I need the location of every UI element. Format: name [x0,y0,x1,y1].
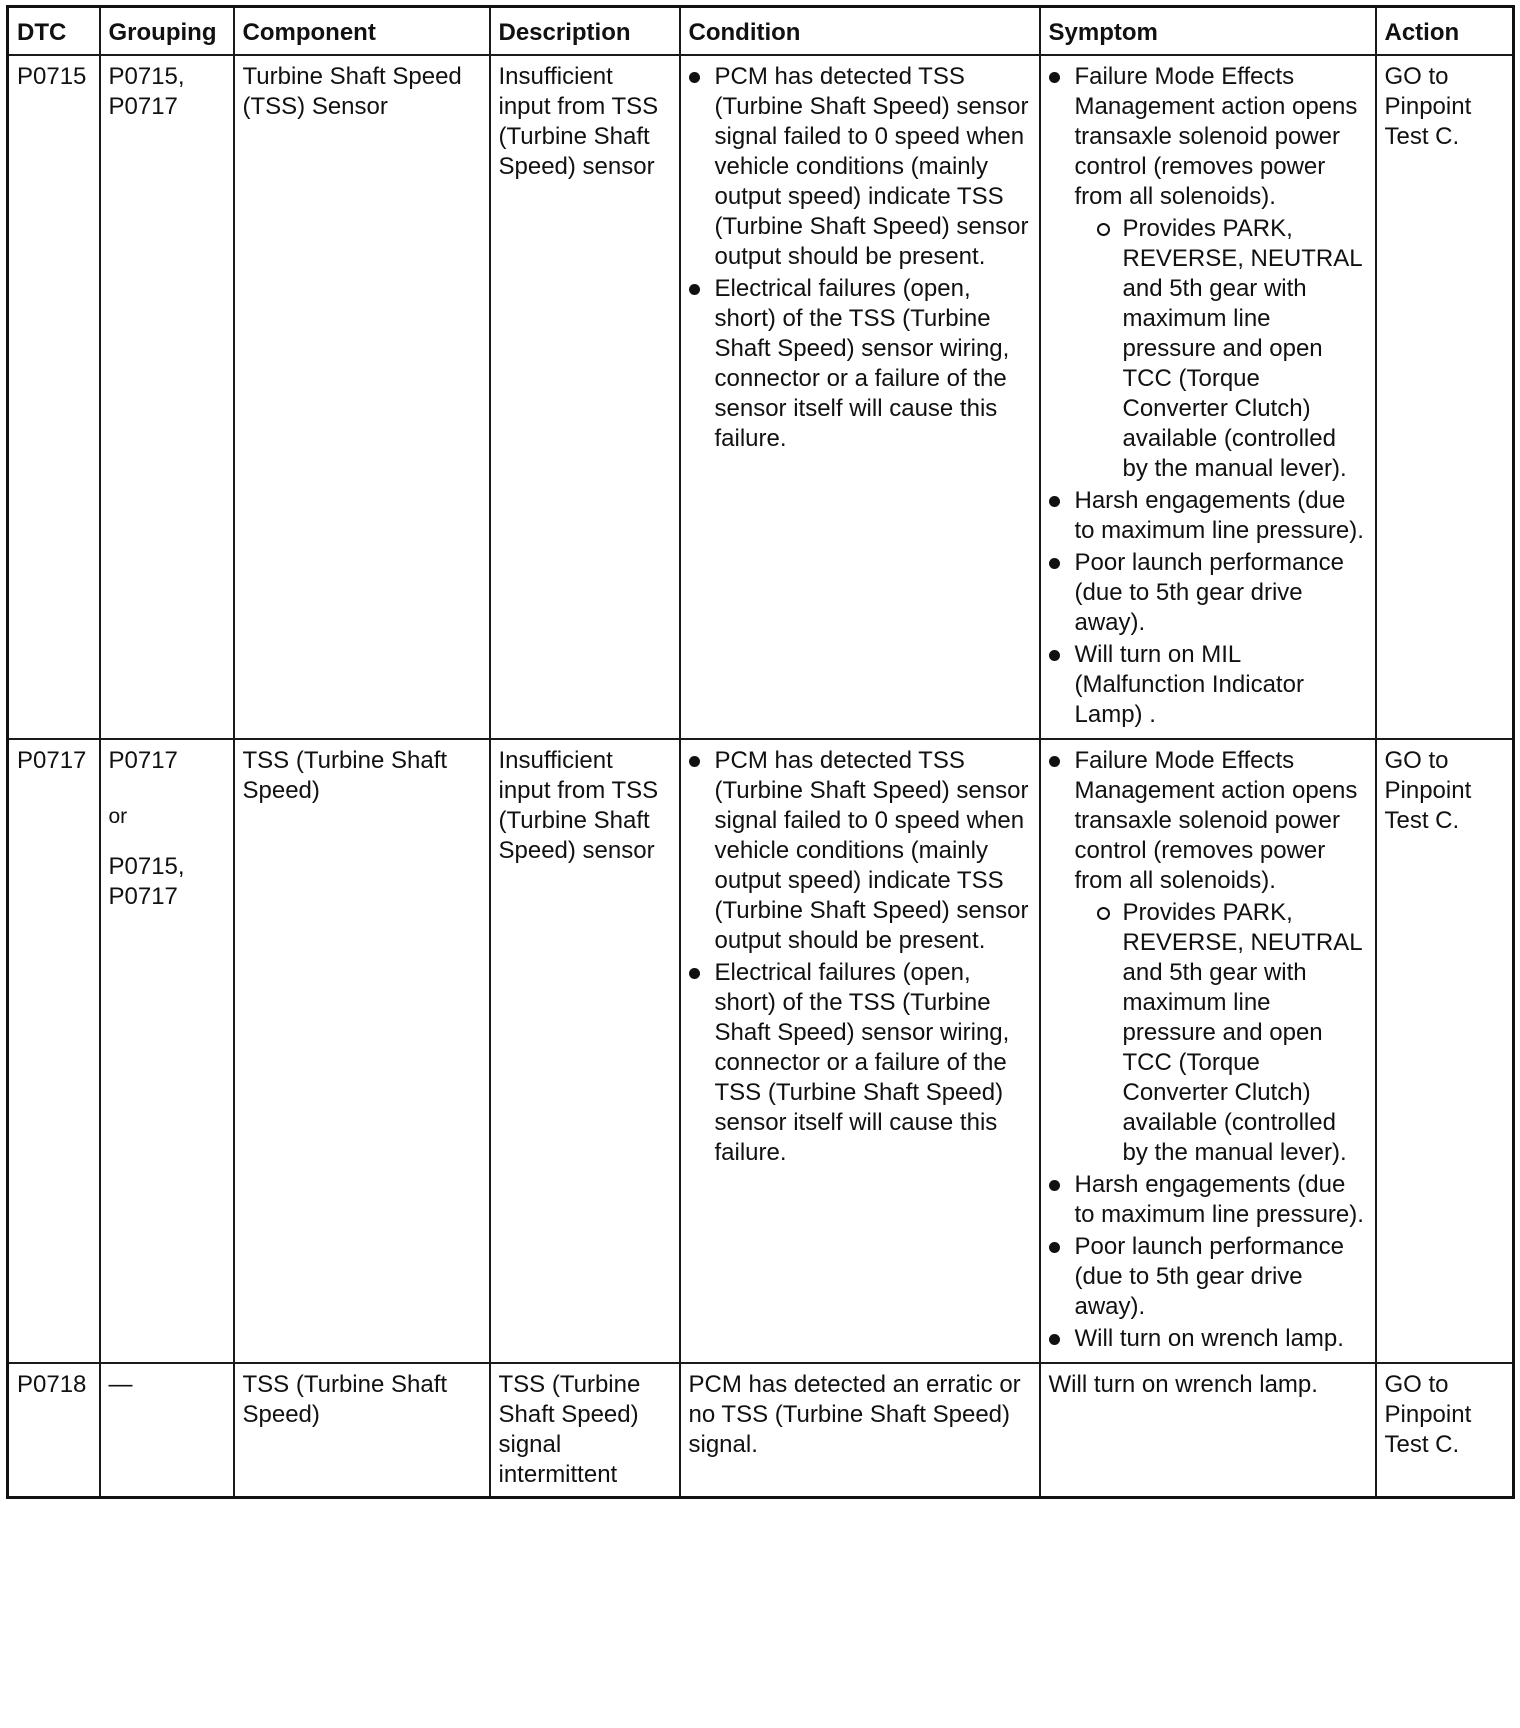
condition-cell [680,55,1040,739]
symptom-subitem: Provides PARK, REVERSE, NEUTRAL and 5th gear with maximum line pressure and open TCC (Torque Converter Clutch) available (controlled by the manual lever). [1123,214,1367,484]
symptom-item: Harsh engagements (due to maximum line pressure). [1075,486,1367,546]
condition-cell: PCM has detected an erratic or no TSS (Turbine Shaft Speed) signal. [680,1363,1040,1498]
symptom-item-text: Failure Mode Effects Management action opens transaxle solenoid power control (removes power from all solenoids). [1074,63,1358,210]
symptom-cell: Will turn on wrench lamp. [1040,1363,1376,1498]
symptom-list [1049,746,1367,1354]
symptom-item: Poor launch performance (due to 5th gear drive away). [1075,548,1367,638]
header-row [8,7,1514,56]
grouping-dash: — [108,1371,133,1398]
dtc-cell: P0715 [8,55,100,739]
table-row [8,55,1514,739]
grouping-code: P0715, [108,63,185,90]
condition-item: Electrical failures (open, short) of the TSS (Turbine Shaft Speed) sensor wiring, connector or a failure of the TSS (Turbine Shaft Speed) sensor itself will cause this failure. [715,958,1031,1168]
symptom-item: Poor launch performance (due to 5th gear drive away). [1075,1232,1367,1322]
header-condition: Condition [680,7,1040,56]
header-description: Description [490,7,680,56]
condition-cell [680,739,1040,1363]
condition-list [689,746,1031,1168]
header-component: Component [234,7,490,56]
symptom-item: Will turn on MIL (Malfunction Indicator Lamp) . [1075,640,1367,730]
header-action: Action [1376,7,1514,56]
action-cell: GO to Pinpoint Test C. [1376,1363,1514,1498]
action-cell: GO to Pinpoint Test C. [1376,739,1514,1363]
grouping-code: P0717 [108,747,178,774]
description-cell: Insufficient input from TSS (Turbine Shaft Speed) sensor [490,55,680,739]
action-cell: GO to Pinpoint Test C. [1376,55,1514,739]
grouping-cell [100,739,234,1363]
header-dtc: DTC [8,7,100,56]
symptom-item [1075,62,1367,484]
component-cell: TSS (Turbine Shaft Speed) [234,1363,490,1498]
symptom-cell [1040,55,1376,739]
header-symptom: Symptom [1040,7,1376,56]
grouping-cell [100,1363,234,1498]
dtc-cell: P0717 [8,739,100,1363]
component-cell: Turbine Shaft Speed (TSS) Sensor [234,55,490,739]
condition-item: PCM has detected TSS (Turbine Shaft Speed) sensor signal failed to 0 speed when vehicle conditions (mainly output speed) indicate TSS (Turbine Shaft Speed) sensor output should be present. [715,62,1031,272]
grouping-or: or [108,805,128,828]
component-cell: TSS (Turbine Shaft Speed) [234,739,490,1363]
dtc-cell: P0718 [8,1363,100,1498]
symptom-sublist [1075,898,1367,1168]
symptom-cell [1040,739,1376,1363]
table-row [8,1363,1514,1498]
condition-item: PCM has detected TSS (Turbine Shaft Speed) sensor signal failed to 0 speed when vehicle conditions (mainly output speed) indicate TSS (Turbine Shaft Speed) sensor output should be present. [715,746,1031,956]
header-grouping: Grouping [100,7,234,56]
description-cell: Insufficient input from TSS (Turbine Shaft Speed) sensor [490,739,680,1363]
symptom-subitem: Provides PARK, REVERSE, NEUTRAL and 5th gear with maximum line pressure and open TCC (Torque Converter Clutch) available (controlled by the manual lever). [1123,898,1367,1168]
dtc-table [6,5,1515,1499]
grouping-code: P0717 [108,93,178,120]
symptom-item [1075,746,1367,1168]
grouping-code: P0717 [108,883,178,910]
grouping-cell [100,55,234,739]
condition-item: Electrical failures (open, short) of the TSS (Turbine Shaft Speed) sensor wiring, connector or a failure of the sensor itself will cause this failure. [715,274,1031,454]
symptom-sublist [1075,214,1367,484]
table-row [8,739,1514,1363]
symptom-item: Will turn on wrench lamp. [1075,1324,1367,1354]
description-cell: TSS (Turbine Shaft Speed) signal intermittent [490,1363,680,1498]
condition-list [689,62,1031,454]
symptom-item: Harsh engagements (due to maximum line pressure). [1075,1170,1367,1230]
symptom-list [1049,62,1367,730]
grouping-code: P0715, [108,853,185,880]
symptom-item-text: Failure Mode Effects Management action opens transaxle solenoid power control (removes power from all solenoids). [1074,747,1358,894]
